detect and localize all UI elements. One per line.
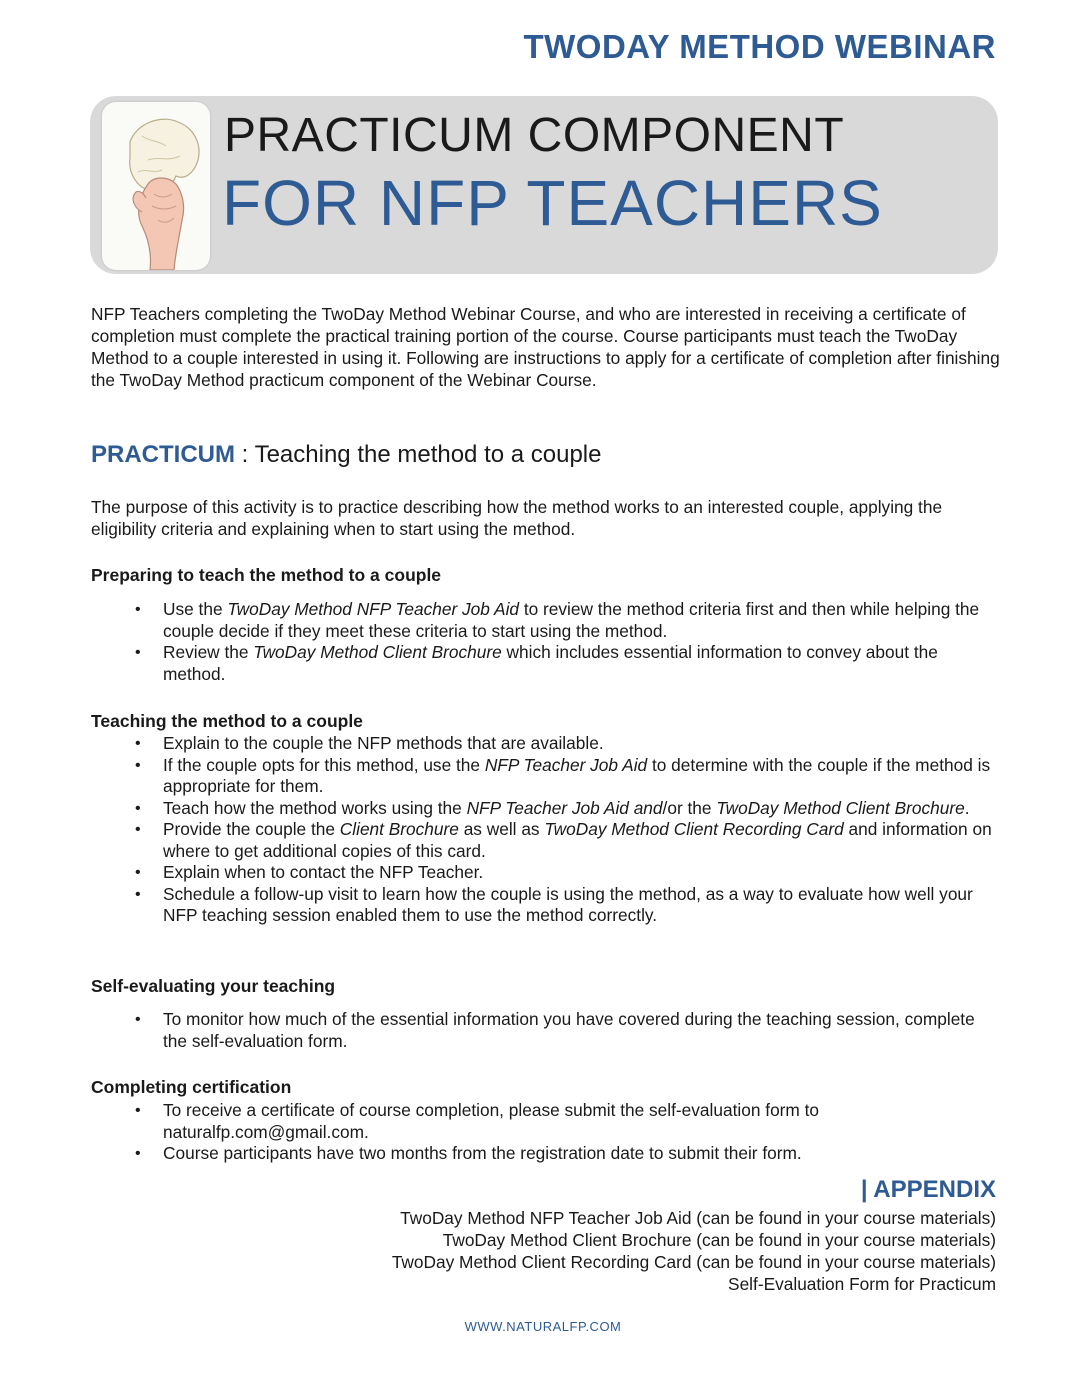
list-item-text: Explain to the couple the NFP methods that are available. [163,733,604,753]
banner-title-line-2: FOR NFP TEACHERS [222,167,883,239]
preparing-heading: Preparing to teach the method to a couple [91,565,442,585]
list-item [91,1009,1003,1052]
teaching-list [91,733,1003,927]
list-item-text: and information on where to get additional copies of this card. [163,819,992,861]
list-item [91,798,1003,820]
list-item-text: Course participants have two months from the registration date to submit their form. [163,1143,802,1163]
purpose-paragraph: The purpose of this activity is to practice describing how the method works to an interested couple, applying the eligibility criteria and explaining when to start using the method. [91,497,943,539]
document-title-ref: TwoDay Method NFP Teacher Job Aid [227,599,520,619]
appendix-item: TwoDay Method Client Recording Card (can be found in your course materials) [391,1252,996,1272]
list-item-text: Explain when to contact the NFP Teacher. [163,862,484,882]
banner-title-line-1: PRACTICUM COMPONENT [224,109,845,162]
section-heading [91,441,602,469]
document-title-ref: NFP Teacher Job Aid [484,754,648,775]
list-item-text: to review the method criteria first and then while helping the couple decide if they meet these criteria to start using the method. [163,599,980,641]
self-eval-heading: Self-evaluating your teaching [91,976,336,996]
teaching-heading: Teaching the method to a couple [91,711,363,731]
list-item [91,733,1003,755]
list-item-text: Schedule a follow-up visit to learn how the couple is using the method, as a way to evaluate how well your NFP teaching session enabled them to use the method correctly. [163,883,973,925]
list-item [91,599,1003,642]
list-item-text: Review the [163,642,254,662]
list-item-text: . [964,797,970,818]
list-item [91,884,1003,927]
list-item-text: as well as [458,819,545,839]
section-label: PRACTICUM [91,441,235,468]
appendix-heading: | APPENDIX [860,1176,996,1203]
hand-holding-tissue-drawing [102,102,210,270]
section-separator: : [235,441,255,468]
certification-heading: Completing certification [91,1077,292,1097]
list-item [91,862,1003,884]
list-item-text: Teach how the method works using the [163,797,467,818]
list-item-text: Provide the couple the [163,819,340,839]
appendix-item: Self-Evaluation Form for Practicum [728,1274,996,1294]
list-item-text: To monitor how much of the essential information you have covered during the teaching session, complete the self-evaluation form. [163,1009,975,1051]
intro-paragraph: NFP Teachers completing the TwoDay Method Webinar Course, and who are interested in receiving a certificate of completion must complete the practical training portion of the course. Course participants must teach the TwoDay Method to a couple interested in using it. Following are instructions to apply for a certificate of completion after finishing the TwoDay Method practicum component of the Webinar Course. [91,304,1000,390]
document-header-title: TWODAY METHOD WEBINAR [523,28,996,65]
list-item [91,642,1003,685]
document-title-ref: Client Brochure [339,819,459,839]
footer-url: WWW.NATURALFP.COM [464,1319,622,1334]
list-item-text: If the couple opts for this method, use the [163,754,485,775]
appendix-list [392,1207,996,1295]
appendix-item: TwoDay Method Client Brochure (can be found in your course materials) [442,1230,996,1250]
preparing-list [91,599,1003,685]
list-item [91,1143,1003,1165]
list-item-text: which includes essential information to convey about the method. [163,642,938,684]
self-eval-list [91,1009,1003,1052]
list-item [91,1100,1003,1143]
certification-list [91,1100,1003,1165]
list-item [91,819,1003,862]
list-item-text: Use the [163,599,228,619]
document-title-ref: TwoDay Method Client Brochure [716,797,965,818]
appendix-item: TwoDay Method NFP Teacher Job Aid (can be found in your course materials) [400,1208,996,1228]
list-item-text: to determine with the couple if the method is appropriate for them. [163,754,991,796]
hand-illustration [102,102,210,270]
list-item-text: To receive a certificate of course completion, please submit the self-evaluation form to naturalfp.com@gmail.com. [163,1100,820,1142]
document-title-ref: TwoDay Method Client Recording Card [544,819,844,839]
list-item [91,755,1003,798]
document-title-ref: NFP Teacher Job Aid and [466,797,663,818]
list-item-text: /or the [662,797,717,818]
section-title: Teaching the method to a couple [254,441,602,468]
document-title-ref: TwoDay Method Client Brochure [253,642,502,662]
